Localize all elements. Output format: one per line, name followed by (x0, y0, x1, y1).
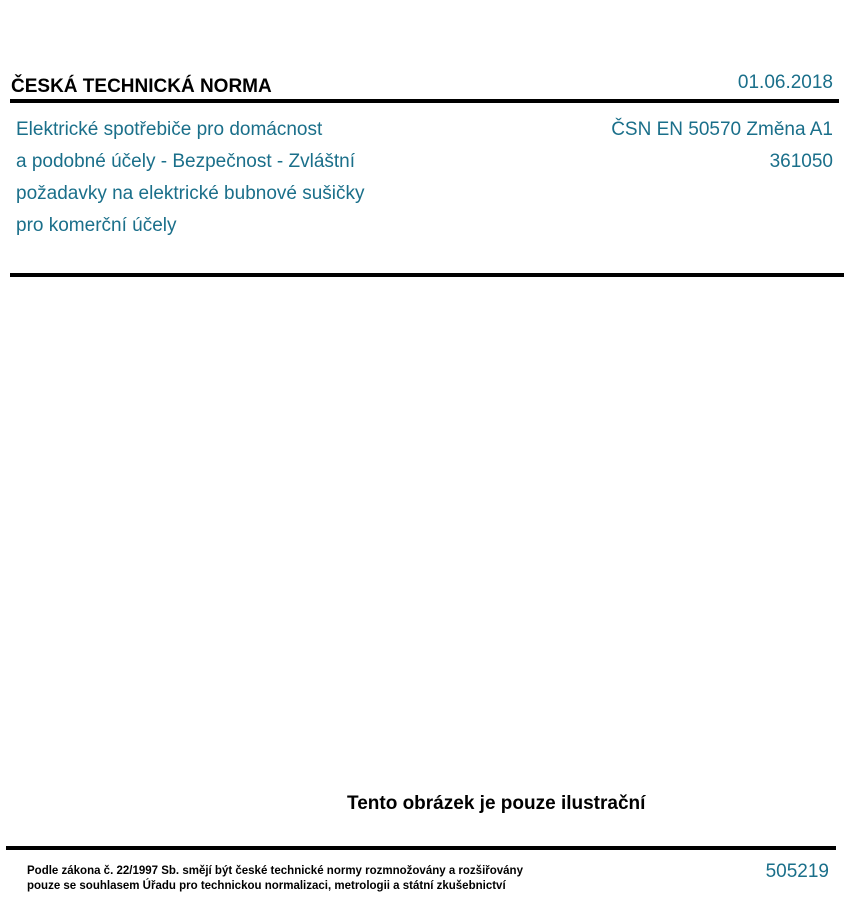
classification-number: 361050 (769, 151, 833, 172)
standard-title (16, 114, 436, 242)
legal-notice-line: Podle zákona č. 22/1997 Sb. smějí být české technické normy rozmnožovány a rozšiřovány (27, 865, 523, 877)
publication-date: 01.06.2018 (737, 72, 833, 93)
footer-divider (6, 846, 836, 850)
title-divider (10, 273, 844, 277)
standard-designation: ČSN EN 50570 Změna A1 (611, 119, 833, 140)
standard-title-line: Elektrické spotřebiče pro domácnost (16, 119, 323, 140)
standard-identifiers (611, 114, 833, 178)
standard-title-line: požadavky na elektrické bubnové sušičky (16, 183, 365, 204)
header-divider (10, 99, 839, 103)
standard-title-line: a podobné účely - Bezpečnost - Zvláštní (16, 151, 356, 172)
document-type-heading: ČESKÁ TECHNICKÁ NORMA (11, 76, 272, 97)
illustration-disclaimer: Tento obrázek je pouze ilustrační (347, 793, 646, 814)
document-number: 505219 (765, 861, 829, 882)
legal-notice-line: pouze se souhlasem Úřadu pro technickou normalizaci, metrologii a státní zkušebnictví (27, 880, 506, 892)
legal-notice (27, 864, 523, 894)
standard-title-line: pro komerční účely (16, 215, 177, 236)
